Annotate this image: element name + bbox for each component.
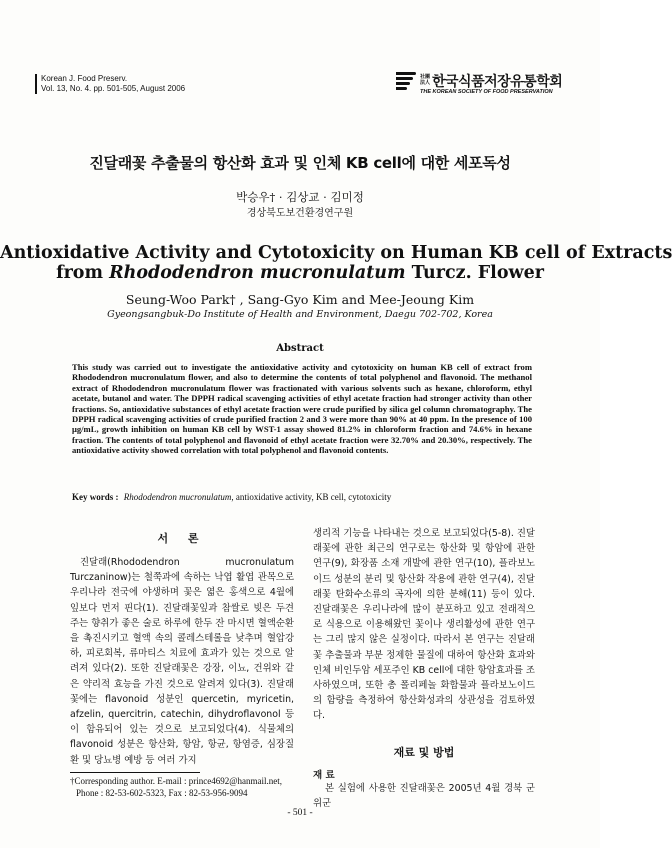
- keywords: [72, 492, 532, 502]
- society-emblem-icon: [396, 72, 416, 94]
- footnote-phone: Phone : 82-53-602-5323, Fax : 82-53-956-9094: [76, 788, 248, 798]
- introduction-continued: 생리적 기능을 나타내는 것으로 보고되었다(5-8). 진달래꽃에 관한 최근의 연구로는 항산화 및 항암에 관한 연구(9), 화장품 소재 개발에 관한 연구(10), 플라보노이드 성분의 분리 및 항산화 작용에 관한 연구(4), 진달래꽃 탄화수소류의 곡자에 의한 분해(11) 등이 있다. 진달래꽃은 우리나라에 많이 분포하고 있고 전래적으로 식용으로 이용해왔던 꽃이나 생리활성에 관한 연구는 그리 많지 않은 실정이다. 따라서 본 연구는 진달래꽃 추출물과 부분 정제한 물질에 대하여 항산화 효과와 인체 비인두암 세포주인 KB cell에 대한 항암효과를 조사하였으며, 또한 총 폴리페놀 화합물과 플라보노이드의 함량을 측정하여 항산화성과의 상관성을 검토하였다.: [313, 528, 535, 722]
- english-title-suffix: Turcz. Flower: [405, 263, 544, 283]
- english-title-line2: [0, 263, 600, 283]
- korean-title: 진달래꽃 추출물의 항산화 효과 및 인체 KB cell에 대한 세포독성: [89, 154, 511, 172]
- introduction-heading: 서 론: [157, 532, 207, 545]
- english-title-species: Rhododendron mucronulatum: [109, 263, 406, 283]
- korean-institution: 경상북도보건환경연구원: [246, 208, 354, 219]
- materials-paragraph: 본 실험에 사용한 진달래꽃은 2005년 4월 경북 군위군: [313, 783, 535, 810]
- keywords-species: Rhododendron mucronulatum,: [123, 492, 234, 502]
- footnote-email: †Corresponding author. E-mail : prince4692@hanmail.net,: [70, 776, 282, 786]
- corresponding-author-footnote: [70, 775, 282, 799]
- footnote-divider: [70, 772, 200, 773]
- journal-citation: [35, 74, 185, 94]
- page-number: - 501 -: [287, 808, 313, 818]
- introduction-paragraph: 진달래(Rhododendron mucronulatum Turczaninow)는 철쭉과에 속하는 낙엽 활엽 관목으로 우리나라 전국에 야생하며 꽃은 엷은 홍색으로 4월에 잎보다 먼저 핀다(1). 진달래꽃잎과 참쌀로 빚은 두견주는 향취가 좋은 술로 하루에 한두 잔 마시면 혈액순환을 촉진시키고 혈액 속의 콜레스테롤을 낮추며 혈압강하, 피로회복, 류마티스 치료에 효과가 있는 것으로 알려져 있다(2). 또한 진달래꽃은 강장, 이뇨, 건위와 같은 약리적 효능을 가진 것으로 알려져 있다(3). 진달래꽃에는 flavonoid 성분인 quercetin, myricetin, afzelin, quercitrin, catechin, dihydroflavonol 등이 함유되어 있는 것으로 보고되었다(4). 식물체의 flavonoid 성분은 항산화, 항암, 항균, 항염증, 심장질환 및 당뇨병 예방 등 여러 가지: [70, 557, 294, 766]
- keywords-list: antioxidative activity, KB cell, cytotoxicity: [235, 492, 392, 502]
- journal-name: Korean J. Food Preserv.: [41, 74, 128, 83]
- keywords-label: Key words :: [72, 492, 119, 502]
- korean-authors: 박승우† · 김상교 · 김미정: [236, 190, 364, 204]
- english-authors: Seung-Woo Park† , Sang-Gyo Kim and Mee-Jeoung Kim: [125, 292, 475, 307]
- english-title-line1: Antioxidative Activity and Cytotoxicity on Human KB cell of Extracts: [0, 243, 672, 263]
- society-logo: [396, 72, 566, 98]
- logo-english-name: THE KOREAN SOCIETY OF FOOD PRESERVATION: [420, 89, 553, 95]
- english-title-prefix: from: [56, 263, 110, 283]
- materials-subheading: 재 료: [313, 770, 335, 781]
- right-column: [313, 526, 535, 724]
- english-institution: Gyeongsangbuk-Do Institute of Health and Environment, Daegu 702-702, Korea: [107, 309, 493, 320]
- english-title: [0, 243, 672, 283]
- logo-korean-name: 한국식품저장유통학회: [432, 74, 563, 90]
- logo-corporate-tag: 社團 法人: [420, 74, 431, 86]
- methods-heading: 재료 및 방법: [393, 746, 455, 759]
- abstract-heading: Abstract: [276, 343, 324, 354]
- journal-volume: Vol. 13, No. 4. pp. 501-505, August 2006: [41, 84, 186, 93]
- left-column: [70, 555, 294, 768]
- abstract-text: This study was carried out to investigate the antioxidative activity and cytotoxicity on human KB cell of extract from Rhododendron mucronulatum flower, and also to determine the contents of total polyphenol and flavonoid. The methanol extract of Rhododendron mucronulatum flower was fractionated with various solvents such as hexane, chloroform, ethyl acetate, butanol and water. The DPPH radical scavenging activities of ethyl acetate fraction had stronger activity than other fractions. So, antioxidative substances of ethyl acetate fraction were crude purified by silica gel column chromatography. The DPPH radical scavenging activities of crude purified fraction 2 and 3 were more than 90% at 40 ppm. In the presence of 100 μg/mL, growth inhibition on human KB cell by WST-1 assay showed 81.2% in chloroform fraction and 74.6% in hexane fraction. The contents of total polyphenol and flavonoid of ethyl acetate fraction were 32.70% and 20.30%, respectively. The antioxidative activity showed correlation with total polyphenol and flavonoid contents.: [72, 362, 532, 456]
